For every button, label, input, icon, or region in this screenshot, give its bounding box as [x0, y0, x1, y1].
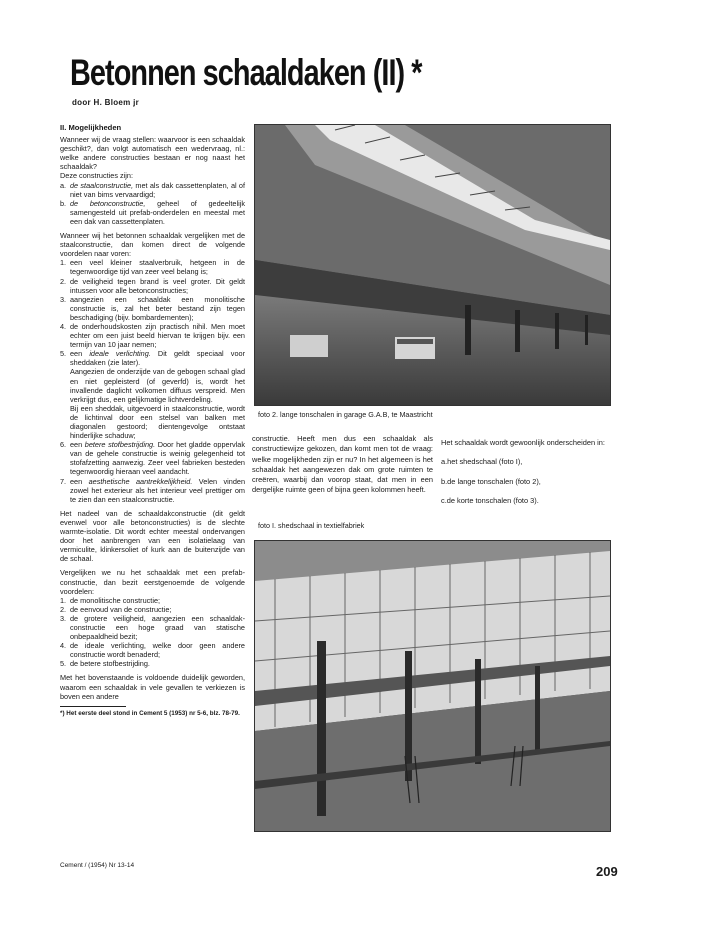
right-item-c: c.de korte tonschalen (foto 3).	[441, 495, 539, 505]
paragraph: Wanneer wij de vraag stellen: waarvoor is een schaaldak geschikt?, dan volgt automatisch een wedervraag, nl.: welke andere constructies bestaan er nog naast het schaaldak?	[60, 135, 245, 172]
right-intro: Het schaaldak wordt gewoonlijk onderscheiden in:	[441, 438, 605, 447]
paragraph: Vergelijken we nu het schaaldak met een prefab-constructie, dan bezit eerstgenoemde de volgende voordelen:	[60, 568, 245, 596]
footnote-rule	[60, 706, 126, 707]
prefab-list	[60, 596, 245, 669]
paragraph: Wanneer wij het betonnen schaaldak vergelijken met de staalconstructie, dan komen direct de volgende voordelen naar voren:	[60, 231, 245, 259]
list-item: 3. de grotere veiligheid, aangezien een schaaldak-constructie een hoge graad van statische onbepaaldheid bezit;	[60, 613, 245, 642]
right-item-a: a.het shedschaal (foto I),	[441, 457, 523, 467]
list-item: 7. een aesthetische aantrekkelijkheid. Velen vinden zowel het exterieur als het interieur veel prettiger om te zien dan een staalconstructie.	[60, 476, 245, 504]
list-item: 5. de betere stofbestrijding.	[60, 659, 150, 669]
list-item: 2. de veiligheid tegen brand is veel groter. Dit geldt intussen voor alle betonconstructies;	[60, 276, 245, 295]
article-title: Betonnen schaaldaken (II) *	[70, 52, 422, 93]
list-item: 1. de monolitische constructie;	[60, 595, 161, 605]
voordelen-list	[60, 258, 245, 504]
list-item: 5. een ideale verlichting. Dit geldt speciaal voor sheddaken (zie later). Aangezien de onderzijde van de gebogen schaal glad en niet gepleisterd (of geverfd) is, wordt het invallende daglicht volkomen diffuus verspreid. Men verkrijgt dus, een gelijkmatige lichtverdeling. Bij een sheddak, uitgevoerd in staalconstructie, wordt de lichtinval door een stelsel van balken met diagonalen gestoord; dientengevolge ontstaat hinderlijke schaduw;	[60, 349, 245, 441]
list-item: a. de staalconstructie, met als dak cassettenplaten, al of niet van bims vervaardigd;	[60, 180, 245, 199]
list-item: 3. aangezien een schaaldak een monolitische constructie is, zal het beter bestand zijn tegen beschadiging (bijv. bombardementen);	[60, 294, 245, 322]
photo-garage	[254, 124, 611, 406]
list-item: 4. de ideale verlichting, welke door geen andere constructie wordt benaderd;	[60, 641, 245, 660]
right-text	[441, 438, 641, 515]
list-item: 4. de onderhoudskosten zijn practisch nihil. Men moet echter om een juist beeld hiervan te krijgen bijv. een termijn van 10 jaar nemen;	[60, 321, 245, 350]
footnote: *) Het eerste deel stond in Cement 5 (1953) nr 5-6, blz. 78-79.	[60, 709, 240, 717]
list-item: 6. een betere stofbestrijding. Door het gladde oppervlak van de gehele constructie is weinig gelegenheid tot stofafzetting aanwezig. Zeer veel fabrieken besteden tegenwoordig hieraan veel aandacht.	[60, 440, 246, 477]
section-heading: II. Mogelijkheden	[60, 123, 122, 132]
byline: door H. Bloem jr	[72, 98, 140, 107]
list-item: 2. de eenvoud van de constructie;	[60, 604, 172, 614]
caption-photo-2: foto 2. lange tonschalen in garage G.A.B, te Maastricht	[258, 410, 433, 419]
constructies-list	[60, 181, 245, 226]
photo-textile-factory	[254, 540, 611, 832]
paragraph: Het nadeel van de schaaldakconstructie (dit geldt evenwel voor alle betonconstructies) is de slechte warmte-isolatie. Dit wordt echter meestal ondervangen door het aanbrengen van een isolatielaag van vermiculite, klinkersoliet of kurk aan de buitenzijde van de schaal.	[60, 508, 245, 564]
left-column	[60, 123, 245, 718]
list-item: b. de betonconstructie, geheel of gedeeltelijk samengesteld uit prefab-onderdelen en meestal met een dak van cassettenplaten.	[60, 198, 245, 226]
photo-textile-factory-image	[255, 541, 610, 831]
list-item: 1. een veel kleiner staalverbruik, hetgeen in de tegenwoordige tijd van zeer veel belang is;	[60, 258, 245, 277]
paragraph: Deze constructies zijn:	[60, 171, 133, 181]
middle-text: constructie. Heeft men dus een schaaldak als constructiewijze gekozen, dan komt men tot de vraag: welke mogelijkheden zijn er nu? In het algemeen is het schaaldak het aangewezen dak om grote ruimten te creëren, waarbij dan voorop staat, dat men in een dergelijke ruimte geen of bijna geen kolommen heeft.	[252, 434, 433, 495]
paragraph: Met het bovenstaande is voldoende duidelijk geworden, waarom een schaaldak in vele gevallen te verkiezen is boven een andere	[60, 673, 245, 701]
caption-photo-1: foto I. shedschaal in textielfabriek	[258, 521, 365, 530]
photo-garage-image	[255, 125, 610, 405]
right-item-b: b.de lange tonschalen (foto 2),	[441, 476, 541, 486]
page-number: 209	[596, 864, 618, 879]
journal-footer: Cement / (1954) Nr 13-14	[60, 862, 135, 869]
